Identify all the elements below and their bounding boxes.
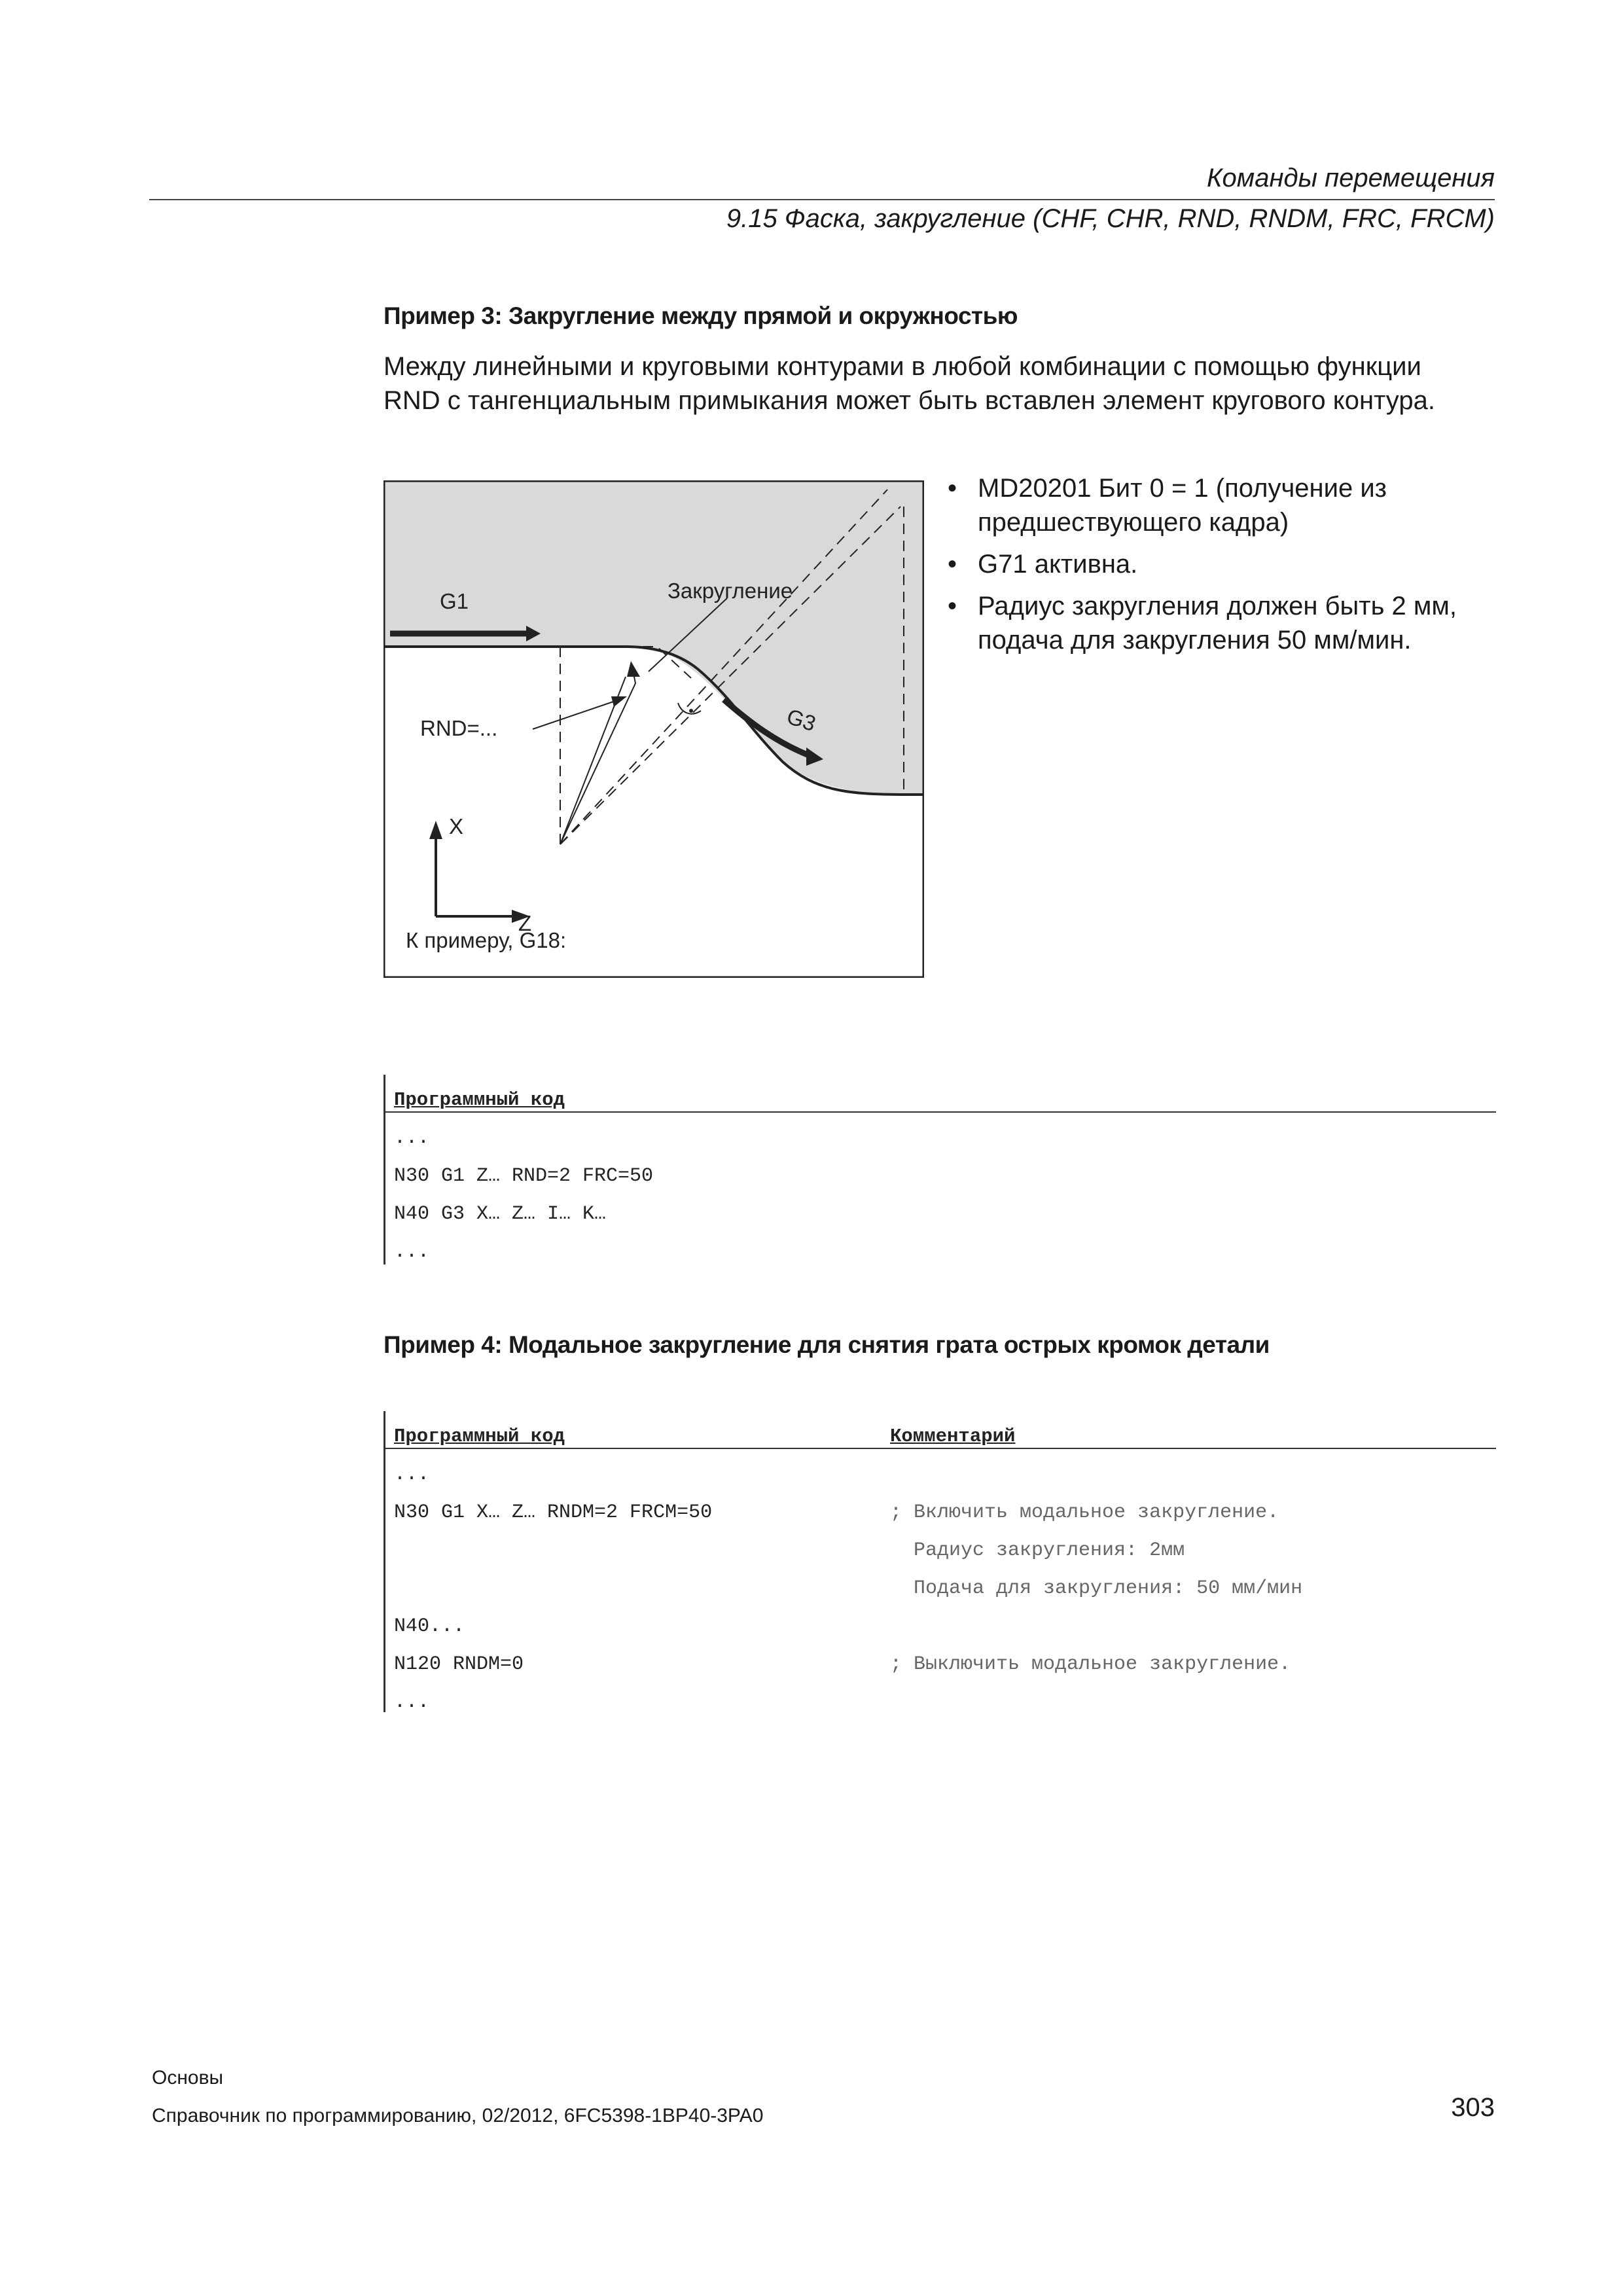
example-4-heading: Пример 4: Модальное закругление для снятия грата острых кромок детали — [383, 1331, 1270, 1358]
table-row: ... — [394, 1241, 430, 1263]
column-header-comment: Комментарий — [890, 1426, 1016, 1447]
paragraph-line: RND с тангенциальным примыкания может быть вставлен элемент кругового контура. — [383, 386, 1435, 415]
table-row: N30 G1 Z… RND=2 FRC=50 — [394, 1165, 654, 1187]
table-row-code: N30 G1 X… Z… RNDM=2 FRCM=50 — [394, 1501, 713, 1524]
example-3-paragraph — [383, 350, 1496, 418]
list-item: • MD20201 Бит 0 = 1 (получение из предшествующего кадра) — [942, 471, 1505, 539]
footer-manual-info: Справочник по программированию, 02/2012, 6FC5398-1BP40-3PA0 — [152, 2105, 764, 2126]
example-3-conditions-list — [942, 471, 1505, 665]
figure-caption: К примеру, G18: — [406, 928, 567, 952]
tangent-point — [689, 709, 693, 713]
table-row-comment: Подача для закругления: 50 мм/мин — [890, 1577, 1303, 1600]
table-row-code: N40... — [394, 1615, 465, 1638]
label-g3: G3 — [783, 704, 819, 736]
table-row: N40 G3 X… Z… I… K… — [394, 1203, 607, 1225]
table-row: ... — [394, 1127, 430, 1149]
label-x-axis: X — [449, 814, 464, 838]
table-row-code: ... — [394, 1691, 430, 1713]
label-g1: G1 — [440, 589, 469, 613]
radius-arrowhead — [627, 661, 640, 677]
label-rounding: Закругление — [668, 579, 793, 603]
list-item: • G71 активна. — [942, 547, 1505, 581]
example-3-heading: Пример 3: Закругление между прямой и окружностью — [383, 302, 1018, 329]
label-z-axis: Z — [518, 911, 532, 935]
bullet-icon: • — [948, 474, 957, 503]
x-axis-arrow — [429, 821, 442, 839]
table-row-code: ... — [394, 1463, 430, 1486]
table-header-rule — [383, 1448, 1496, 1449]
bullet-icon: • — [948, 550, 957, 579]
paragraph-line: Между линейными и круговыми контурами в любой комбинации с помощью функции — [383, 352, 1421, 381]
label-rnd: RND=... — [420, 716, 498, 740]
rounding-diagram — [383, 480, 924, 978]
column-header-code: Программный код — [394, 1089, 565, 1111]
example-4-code-table — [383, 1411, 1496, 1712]
table-left-rule — [383, 1075, 385, 1265]
table-row-comment: ; Включить модальное закругление. — [890, 1501, 1279, 1524]
table-row-comment: Радиус закругления: 2мм — [890, 1539, 1185, 1562]
page-number: 303 — [1451, 2093, 1495, 2122]
column-header-code: Программный код — [394, 1426, 565, 1447]
table-left-rule — [383, 1411, 385, 1712]
bullet-icon: • — [948, 592, 957, 620]
example-3-code-table — [383, 1075, 1496, 1265]
running-header-section: 9.15 Фаска, закругление (CHF, CHR, RND, RNDM, FRC, FRCM) — [726, 204, 1495, 233]
table-row-comment: ; Выключить модальное закругление. — [890, 1653, 1291, 1676]
list-item: • Радиус закругления должен быть 2 мм, подача для закругления 50 мм/мин. — [942, 589, 1505, 657]
table-header-rule — [383, 1111, 1496, 1113]
footer-book-title: Основы — [152, 2067, 224, 2089]
air-region — [383, 480, 924, 795]
header-rule — [149, 199, 1495, 200]
table-row-code: N120 RNDM=0 — [394, 1653, 524, 1676]
running-header-chapter: Команды перемещения — [1206, 164, 1495, 192]
